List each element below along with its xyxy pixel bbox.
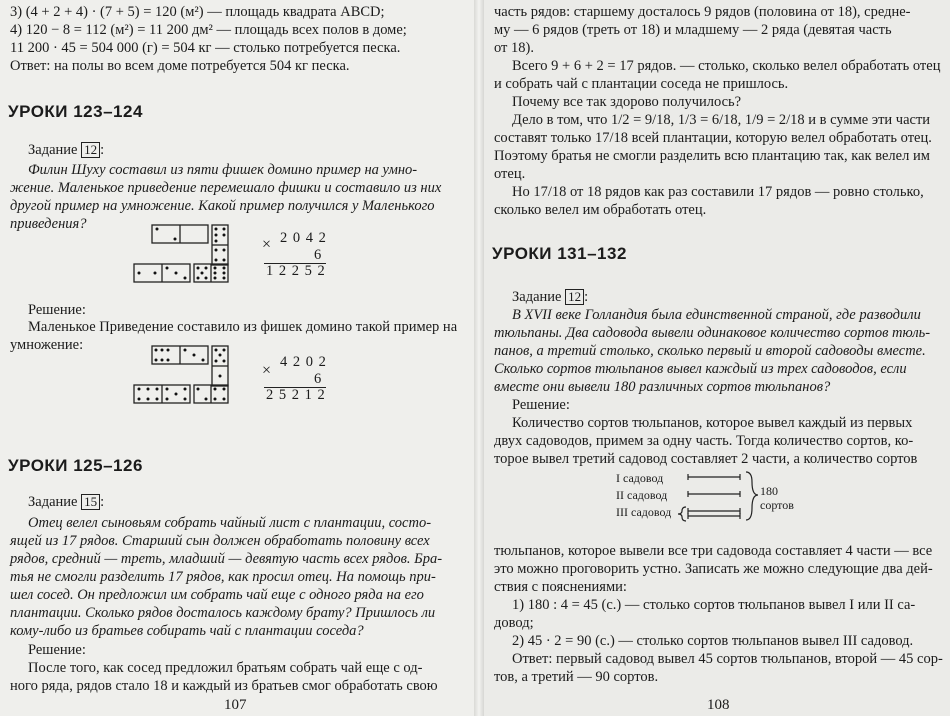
text-line: Количество сортов тюльпанов, которое вывел каждый из первых <box>512 415 913 431</box>
text-line: Ответ: первый садовод вывел 45 сортов тюльпанов, второй — 45 сор- <box>512 651 943 667</box>
task-label: Задание 15 : <box>28 494 105 510</box>
task-text-line: Филин Шуху составил из пяти фишек домино пример на умно- <box>28 162 418 178</box>
task-label: Задание 12 : <box>28 142 105 158</box>
text-line: Почему все так здорово получилось? <box>512 94 742 110</box>
text-line: составят только 17/18 всей плантации, которую велел обработать отец. <box>494 130 932 146</box>
task-label-text: Задание <box>28 142 78 158</box>
task-text-line: Отец велел сыновьям собрать чайный лист с плантации, состо- <box>28 515 432 531</box>
text-line: тюльпанов, которое вывели все три садовода составляет 4 части — все <box>494 543 933 559</box>
section-heading: УРОКИ 131–132 <box>492 244 627 263</box>
task-text-line: жение. Маленькое приведение перемешало фишки и составило из них <box>10 180 442 196</box>
mult-multiplier: 6 <box>314 371 322 387</box>
text-line: Ответ: на полы во всем доме потребуется 504 кг песка. <box>10 58 350 74</box>
task-text-line: рядов, средний — треть, младший — девятую часть всех рядов. Бра- <box>10 551 443 567</box>
text-line: 1) 180 : 4 = 45 (с.) — столько сортов тюльпанов вывел I или II са- <box>512 597 916 613</box>
book-gutter <box>474 0 484 716</box>
solution-label: Решение: <box>28 302 86 318</box>
text-line: умножение: <box>10 337 84 353</box>
text-line: довод; <box>494 615 534 631</box>
task-label-text: Задание <box>512 289 562 305</box>
task-number-box: 12 <box>81 142 100 158</box>
task-text-line: приведения? <box>10 216 87 232</box>
section-heading: УРОКИ 123–124 <box>8 102 143 121</box>
text-line: сколько велел им обработать отец. <box>494 202 707 218</box>
task-text-line: другой пример на умножение. Какой пример получился у Маленького <box>10 198 435 214</box>
domino-figure-1 <box>130 222 240 288</box>
task-text-line: шел сосед. Он предложил им собрать чай еще с одного ряда на его <box>10 587 424 603</box>
text-line: Но 17/18 от 18 рядов как раз составили 17 рядов — ровно столько, <box>512 184 924 200</box>
diagram-total-value: 180 <box>760 484 778 498</box>
text-line: тов, а третий — 90 сортов. <box>494 669 659 685</box>
text-line: му — 6 рядов (треть от 18) и младшему — 2 ряда (девятая часть <box>494 22 892 38</box>
right-page <box>478 0 950 716</box>
task-text-line: кому-либо из братьев собирать чай с плантации соседа? <box>10 623 364 639</box>
mult-sign: × <box>262 236 272 253</box>
section-heading: УРОКИ 125–126 <box>8 456 143 475</box>
text-line: от 18). <box>494 40 534 56</box>
text-line: ствия с пояснениями: <box>494 579 627 595</box>
mult-multiplicand: 2 0 4 2 <box>280 230 327 246</box>
page-number: 108 <box>707 697 730 713</box>
mult-sign: × <box>262 362 272 379</box>
text-line: двух садоводов, примем за одну часть. Тогда количество сортов, ко- <box>494 433 914 449</box>
text-line: 4) 120 − 8 = 112 (м²) = 11 200 дм² — площадь всех полов в доме; <box>10 22 407 38</box>
task-number-box: 12 <box>565 289 584 305</box>
mult-multiplier: 6 <box>314 247 322 263</box>
text-line: это можно проговорить устно. Записать же можно следующие два дей- <box>494 561 933 577</box>
text-line: 3) (4 + 2 + 4) · (7 + 5) = 120 (м²) — площадь квадрата ABCD; <box>10 4 385 20</box>
diagram-label: I садовод <box>616 471 664 485</box>
text-line: и собрать чай с плантации соседа не пришлось. <box>494 76 789 92</box>
mult-result: 2 5 2 1 2 <box>266 387 326 403</box>
solution-label: Решение: <box>28 642 86 658</box>
task-text-line: В XVII веке Голландия была единственной страной, где разводили <box>512 307 921 323</box>
text-line: 11 200 · 45 = 504 000 (г) = 504 кг — столько потребуется песка. <box>10 40 401 56</box>
text-line: ного ряда, рядов стало 18 и каждый из братьев смог обработать свою <box>10 678 438 694</box>
text-line: отец. <box>494 166 526 182</box>
diagram-total-unit: сортов <box>760 498 794 512</box>
text-line: Всего 9 + 6 + 2 = 17 рядов. — столько, сколько велел обработать отец <box>512 58 941 74</box>
task-text-line: Сколько сортов тюльпанов вывел каждый из трех садоводов, если <box>494 361 907 377</box>
mult-result: 1 2 2 5 2 <box>266 263 326 279</box>
mult-multiplicand: 4 2 0 2 <box>280 354 327 370</box>
task-text-line: вместе они вывели 180 различных сортов тюльпанов? <box>494 379 831 395</box>
text-line: После того, как сосед предложил братьям собрать чай еще с од- <box>28 660 423 676</box>
task-text-line: тья не смогли разделить 17 рядов, как просил отец. На помощь при- <box>10 569 436 585</box>
text-line: торое вывел третий садовод составляет 2 части, а количество сортов <box>494 451 918 467</box>
text-line: Маленькое Приведение составило из фишек домино такой пример на <box>28 319 458 335</box>
task-text-line: панов, а третий столько, сколько первый и второй садоводы вместе. <box>494 343 926 359</box>
text-line: Поэтому братья не смогли разделить всю плантацию так, как велел им <box>494 148 930 164</box>
diagram-label: III садовод <box>616 505 672 519</box>
text-line: 2) 45 · 2 = 90 (с.) — столько сортов тюльпанов вывел III садовод. <box>512 633 914 649</box>
task-number-box: 15 <box>81 494 100 510</box>
task-text-line: ящей из 17 рядов. Старший сын должен обработать половину всех <box>10 533 430 549</box>
segment-diagram <box>612 468 812 528</box>
task-label-text: Задание <box>28 494 78 510</box>
diagram-label: II садовод <box>616 488 668 502</box>
task-label: Задание 12 : <box>512 289 589 305</box>
domino-figure-2 <box>130 343 240 409</box>
task-text-line: плантации. Сколько рядов досталось каждому брату? Пришлось ли <box>10 605 436 621</box>
page-number: 107 <box>224 697 247 713</box>
solution-label: Решение: <box>512 397 570 413</box>
text-line: часть рядов: старшему досталось 9 рядов (половина от 18), средне- <box>494 4 911 20</box>
text-line: Дело в том, что 1/2 = 9/18, 1/3 = 6/18, 1/9 = 2/18 и в сумме эти части <box>512 112 931 128</box>
task-text-line: тюльпаны. Два садовода вывели одинаковое количество сортов тюль- <box>494 325 931 341</box>
